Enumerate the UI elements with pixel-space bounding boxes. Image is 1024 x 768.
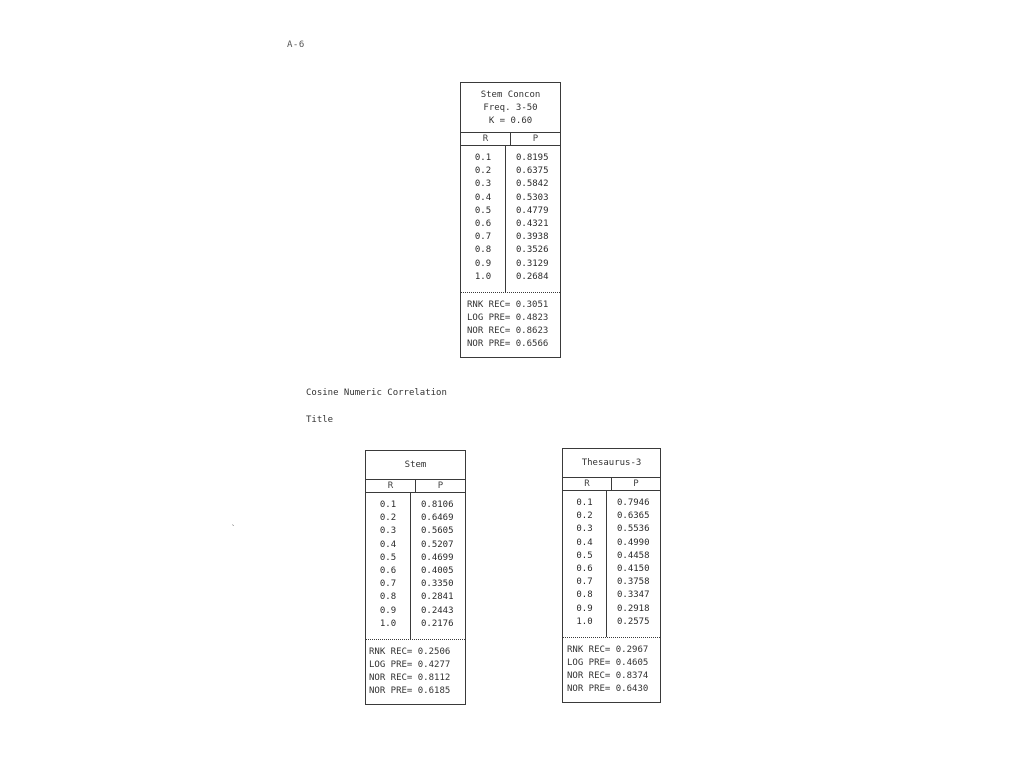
table-title-line: Thesaurus-3 (581, 458, 642, 468)
table-title-line: K = 0.60 (488, 116, 533, 126)
precision-value: 0.4150 (617, 563, 650, 574)
precision-value: 0.3758 (617, 577, 650, 588)
table-summary (563, 638, 660, 702)
column-header-p: P (532, 134, 539, 144)
precision-value: 0.5605 (421, 526, 454, 537)
precision-value: 0.2176 (421, 618, 454, 629)
recall-value: 1.0 (474, 271, 492, 282)
precision-value: 0.3129 (516, 258, 549, 269)
precision-value: 0.5842 (516, 179, 549, 190)
table-header (461, 133, 560, 146)
recall-value: 0.9 (576, 603, 593, 614)
precision-value: 0.4699 (421, 552, 454, 563)
summary-line: LOG PRE= 0.4605 (567, 657, 649, 668)
column-header-r: R (563, 478, 612, 490)
summary-line: RNK REC= 0.3051 (467, 299, 549, 310)
precision-value: 0.2684 (516, 271, 549, 282)
recall-value: 0.8 (576, 590, 593, 601)
summary-line: RNK REC= 0.2506 (369, 646, 451, 657)
recall-value: 0.3 (379, 526, 397, 537)
recall-value: 0.2 (474, 166, 492, 177)
recall-value: 0.9 (379, 605, 397, 616)
recall-value: 0.3 (576, 524, 593, 535)
column-header-r: R (366, 480, 416, 492)
precision-value: 0.4779 (516, 205, 549, 216)
recall-value: 0.9 (474, 258, 492, 269)
recall-value: 0.6 (379, 565, 397, 576)
table-title-line: Freq. 3-50 (483, 103, 538, 113)
table-title (366, 451, 465, 480)
recall-value: 0.4 (474, 192, 492, 203)
table-header (366, 480, 465, 493)
recall-value: 0.5 (474, 205, 492, 216)
recall-value: 0.2 (379, 513, 397, 524)
precision-value: 0.5207 (421, 539, 454, 550)
summary-line: NOR REC= 0.8374 (567, 670, 649, 681)
precision-value: 0.4990 (617, 537, 650, 548)
table-title (563, 449, 660, 478)
recall-value: 0.7 (576, 577, 593, 588)
table-header (563, 478, 660, 491)
precision-value: 0.7946 (617, 498, 650, 508)
summary-line: NOR PRE= 0.6430 (567, 683, 649, 694)
recall-value: 1.0 (379, 618, 397, 629)
recall-value: 0.1 (379, 500, 397, 510)
column-header-p: P (437, 481, 444, 491)
summary-line: NOR REC= 0.8112 (369, 672, 451, 683)
recall-value: 0.4 (379, 539, 397, 550)
column-header-p: P (633, 479, 639, 489)
recall-value: 0.6 (576, 563, 593, 574)
table-thesaurus-3 (562, 448, 661, 703)
summary-line: NOR PRE= 0.6185 (369, 685, 451, 696)
recall-value: 0.7 (379, 579, 397, 590)
table-title-line: Stem (404, 460, 427, 470)
precision-column (411, 493, 465, 639)
table-body (563, 491, 660, 638)
precision-value: 0.4321 (516, 218, 549, 229)
recall-value: 0.6 (474, 218, 492, 229)
recall-column (563, 491, 607, 637)
precision-value: 0.4458 (617, 550, 650, 561)
precision-value: 0.3938 (516, 232, 549, 243)
stray-mark: ` (231, 524, 236, 533)
caption-method: Cosine Numeric Correlation (306, 388, 447, 398)
table-summary (461, 293, 560, 357)
precision-value: 0.2841 (421, 592, 454, 603)
precision-value: 0.2443 (421, 605, 454, 616)
recall-value: 0.2 (576, 511, 593, 522)
summary-line: LOG PRE= 0.4823 (467, 312, 549, 323)
precision-value: 0.6365 (617, 511, 650, 522)
precision-value: 0.5536 (617, 524, 650, 535)
table-body (461, 146, 560, 293)
recall-value: 0.3 (474, 179, 492, 190)
precision-value: 0.3347 (617, 590, 650, 601)
recall-column (366, 493, 411, 639)
summary-line: NOR REC= 0.8623 (467, 325, 549, 336)
precision-value: 0.2575 (617, 616, 650, 627)
precision-value: 0.3526 (516, 245, 549, 256)
recall-value: 1.0 (576, 616, 593, 627)
precision-value: 0.4005 (421, 565, 454, 576)
table-summary (366, 640, 465, 704)
summary-line: LOG PRE= 0.4277 (369, 659, 451, 670)
precision-column (607, 491, 660, 637)
page-label: A-6 (287, 40, 305, 50)
precision-value: 0.6469 (421, 513, 454, 524)
table-title-line: Stem Concon (480, 90, 541, 100)
precision-value: 0.3350 (421, 579, 454, 590)
recall-value: 0.5 (576, 550, 593, 561)
table-stem (365, 450, 466, 705)
table-title (461, 83, 560, 133)
recall-value: 0.5 (379, 552, 397, 563)
recall-value: 0.8 (474, 245, 492, 256)
caption-title: Title (306, 415, 334, 425)
recall-value: 0.1 (474, 153, 492, 163)
recall-value: 0.7 (474, 232, 492, 243)
precision-column (506, 146, 560, 292)
precision-value: 0.8195 (516, 153, 549, 163)
precision-value: 0.6375 (516, 166, 549, 177)
summary-line: RNK REC= 0.2967 (567, 644, 649, 655)
summary-line: NOR PRE= 0.6566 (467, 338, 549, 349)
column-header-r: R (461, 133, 511, 145)
recall-value: 0.8 (379, 592, 397, 603)
recall-value: 0.1 (576, 498, 593, 508)
recall-value: 0.4 (576, 537, 593, 548)
recall-column (461, 146, 506, 292)
precision-value: 0.8106 (421, 500, 454, 510)
precision-value: 0.5303 (516, 192, 549, 203)
table-body (366, 493, 465, 640)
table-stem-concon (460, 82, 561, 358)
precision-value: 0.2918 (617, 603, 650, 614)
